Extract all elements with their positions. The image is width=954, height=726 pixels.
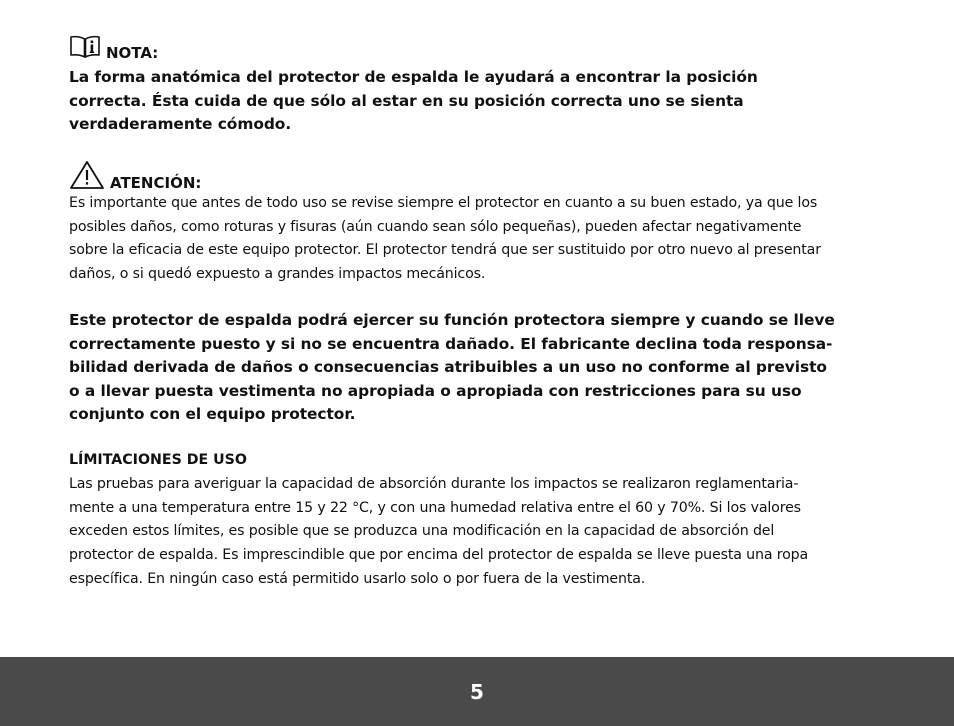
aviso-line: o a llevar puesta vestimenta no apropiada o apropiada con restricciones para su uso (69, 381, 802, 400)
atencion-line: Es importante que antes de todo uso se revise siempre el protector en cuanto a su buen estado, ya que los (69, 195, 818, 211)
limitaciones-text (69, 473, 889, 592)
nota-line: correcta. Ésta cuida de que sólo al estar en su posición correcta uno se sienta (69, 91, 744, 110)
nota-line: La forma anatómica del protector de espalda le ayudará a encontrar la posición (69, 68, 758, 86)
aviso-text (69, 309, 889, 427)
nota-heading (69, 35, 158, 63)
limitaciones-title: LÍMITACIONES DE USO (69, 452, 247, 468)
aviso-line: Este protector de espalda podrá ejercer su función protectora siempre y cuando se lleve (69, 311, 835, 329)
nota-title: NOTA: (106, 44, 159, 62)
aviso-line: bilidad derivada de daños o consecuencias atribuibles a un uso no conforme al previsto (69, 358, 827, 376)
aviso-line: conjunto con el equipo protector. (69, 405, 356, 423)
limitaciones-line: exceden estos límites, es posible que se produzca una modificación en la capacidad de absorción del (69, 523, 775, 540)
atencion-title: ATENCIÓN: (110, 174, 202, 192)
limitaciones-line: protector de espalda. Es imprescindible que por encima del protector de espalda se lleve puesta una ropa (69, 547, 809, 564)
atencion-line: daños, o si quedó expuesto a grandes impactos mecánicos. (69, 266, 486, 283)
warning-triangle-icon (69, 160, 105, 194)
page-number: 5 (470, 679, 484, 704)
limitaciones-line: específica. En ningún caso está permitido usarlo solo o por fuera de la vestimenta. (69, 570, 646, 587)
atencion-text (69, 192, 889, 287)
page-footer (0, 657, 954, 726)
atencion-line: sobre la eficacia de este equipo protector. El protector tendrá que ser sustituido por otro nuevo al presentar (69, 242, 821, 259)
limitaciones-line: Las pruebas para averiguar la capacidad de absorción durante los impactos se realizaron reglamentaria- (69, 476, 799, 492)
nota-text (69, 66, 889, 137)
aviso-line: correctamente puesto y si no se encuentra dañado. El fabricante declina toda responsa- (69, 334, 833, 353)
info-book-icon (69, 35, 101, 63)
limitaciones-line: mente a una temperatura entre 15 y 22 °C, y con una humedad relativa entre el 60 y 70%. Si los valores (69, 499, 801, 516)
atencion-line: posibles daños, como roturas y fisuras (aún cuando sean sólo pequeñas), pueden afectar negativamente (69, 218, 802, 235)
nota-line: verdaderamente cómodo. (69, 115, 292, 133)
atencion-heading (69, 160, 201, 194)
